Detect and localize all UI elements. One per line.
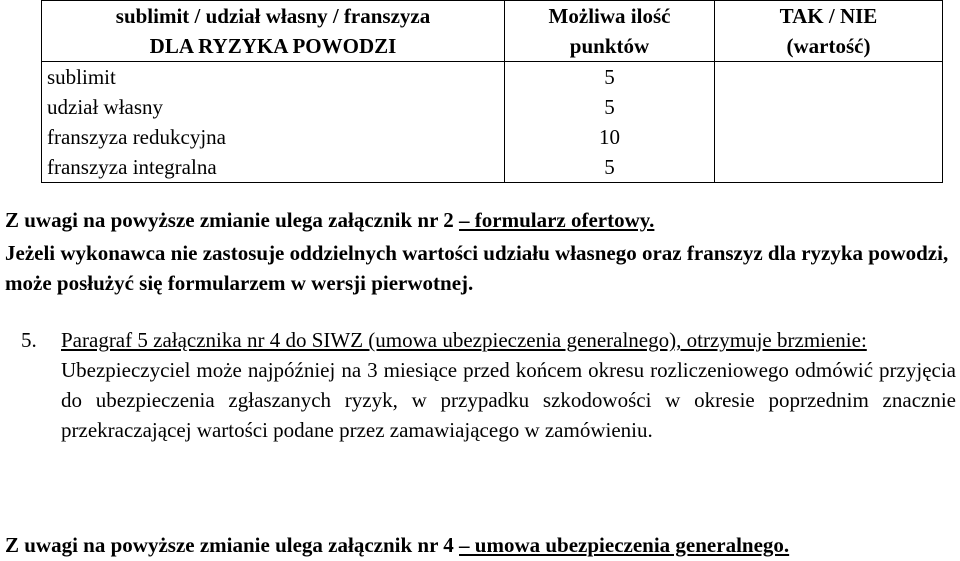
note-attachment-4-prefix: Z uwagi na powyższe zmianie ulega załącznik nr 4 <box>5 533 460 557</box>
header-points-line1: Możliwa ilość <box>548 4 671 28</box>
note-attachment-4 <box>5 530 955 560</box>
row-points: 5 <box>505 152 715 183</box>
note-attachment-2 <box>5 205 955 235</box>
note-contractor-instruction: Jeżeli wykonawca nie zastosuje oddzielnych wartości udziału własnego oraz franszyz dla ryzyka powodzi, może posłużyć się formularzem w wersji pierwotnej. <box>5 241 949 295</box>
header-points-line2: punktów <box>569 34 650 58</box>
row-points: 5 <box>505 62 715 93</box>
section-5-paragraph <box>61 325 956 445</box>
row-label: udział własny <box>42 92 505 122</box>
header-value-line2: (wartość) <box>786 34 871 58</box>
header-value <box>715 1 943 62</box>
note-attachment-2-title: – formularz ofertowy. <box>459 208 655 232</box>
section-5-body: Ubezpieczyciel może najpóźniej na 3 miesiące przed końcem okresu rozliczeniowego odmówić przyjęcia do ubezpieczenia zgłaszanych ryzyk, w przypadku szkodowości w okresie poprzednim znacznie przekraczającej wartości podane przez zamawiającego w zamówieniu. <box>61 358 956 442</box>
scoring-table <box>41 0 943 183</box>
row-label: franszyza integralna <box>42 152 505 183</box>
header-value-line1: TAK / NIE <box>779 4 878 28</box>
section-5-intro: Paragraf 5 załącznika nr 4 do SIWZ (umowa ubezpieczenia generalnego), otrzymuje brzmienie: <box>61 328 867 352</box>
row-points: 10 <box>505 122 715 152</box>
note-attachment-4-title: – umowa ubezpieczenia generalnego. <box>459 533 790 557</box>
header-criteria-line2: DLA RYZYKA POWODZI <box>149 34 397 58</box>
note-attachment-2-prefix: Z uwagi na powyższe zmianie ulega załącznik nr 2 <box>5 208 460 232</box>
row-value-cell <box>715 62 943 183</box>
header-criteria <box>42 1 505 62</box>
table-row <box>42 62 943 93</box>
row-label: franszyza redukcyjna <box>42 122 505 152</box>
row-points: 5 <box>505 92 715 122</box>
header-criteria-line1: sublimit / udział własny / franszyza <box>115 4 431 28</box>
section-number: 5. <box>21 328 37 352</box>
row-label: sublimit <box>42 62 505 93</box>
header-points <box>505 1 715 62</box>
